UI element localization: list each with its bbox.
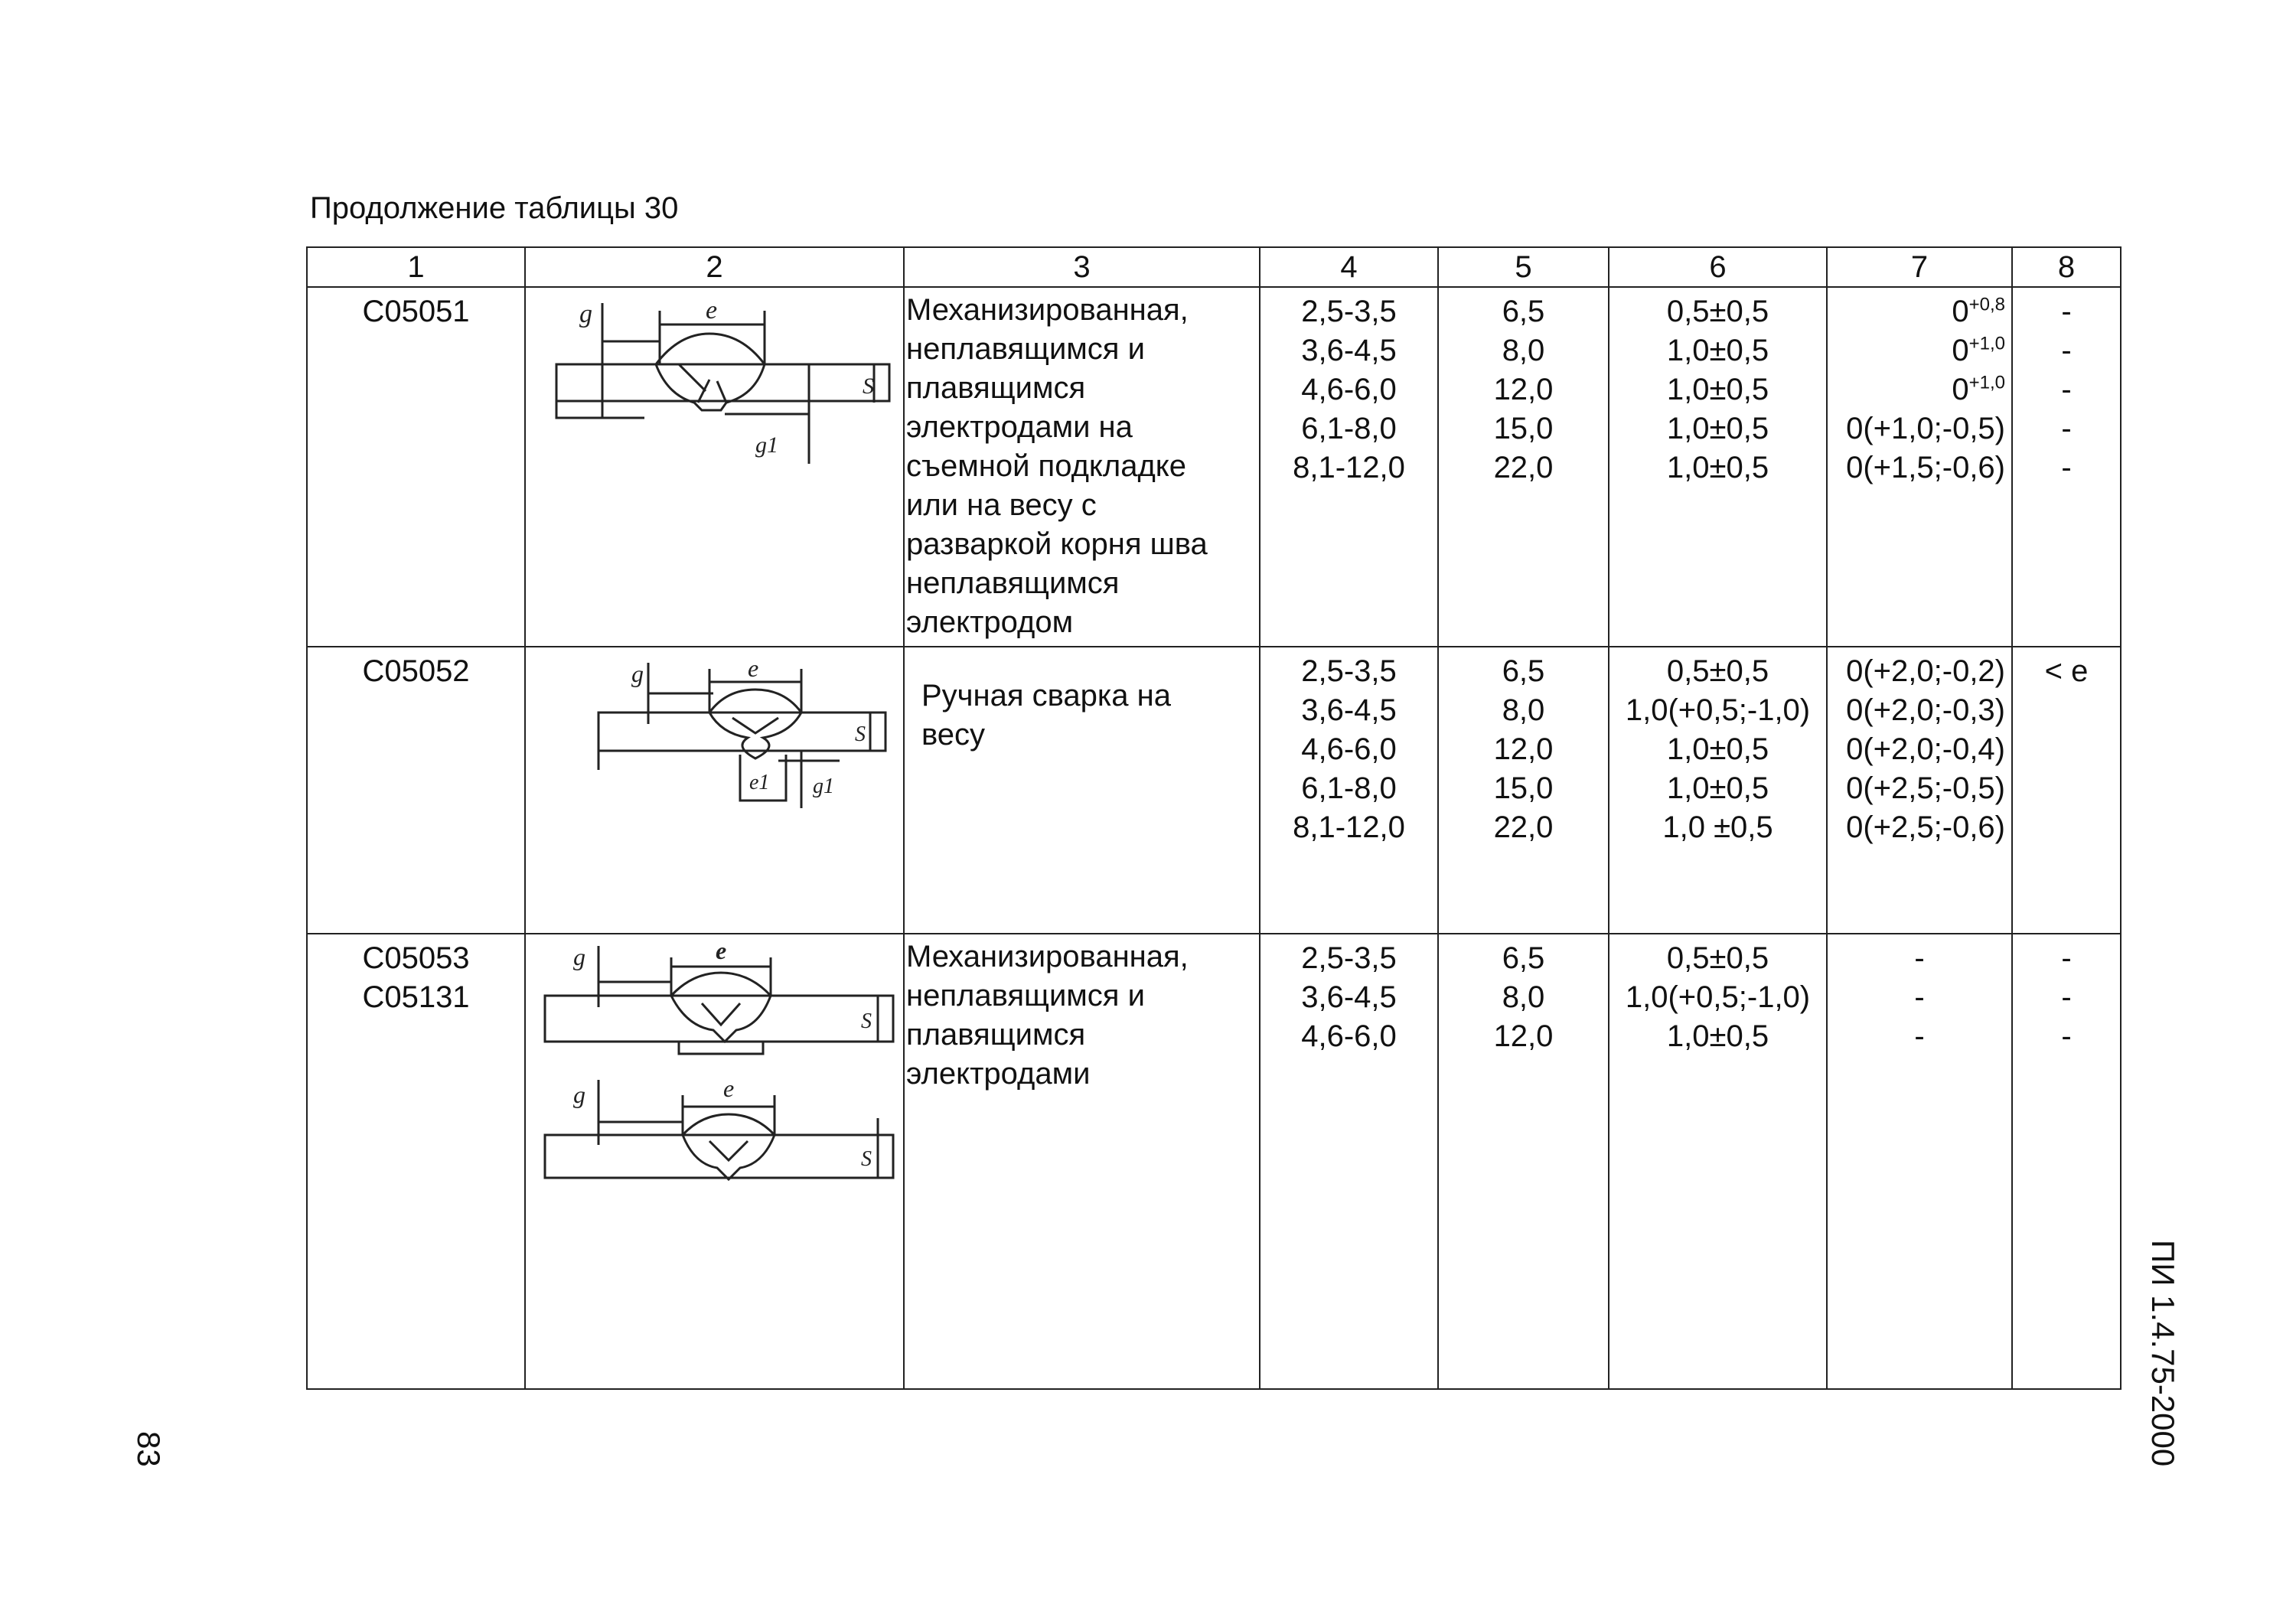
width-cell: 6,5 8,0 12,0 <box>1438 934 1609 1389</box>
joint-code: С05051 <box>307 287 525 647</box>
page-number: 83 <box>131 1431 167 1467</box>
label-g1: g1 <box>755 432 778 458</box>
weld-diagram-c05052 <box>526 647 901 816</box>
width-cell: 6,5 8,0 12,0 15,0 22,0 <box>1438 287 1609 647</box>
table-caption: Продолжение таблицы 30 <box>310 191 679 225</box>
label-g: g <box>631 660 644 687</box>
label-e1: e1 <box>749 771 770 794</box>
desc-line: или на весу с <box>906 488 1097 522</box>
label-e-2: e <box>723 1075 735 1102</box>
col8-cell: < e <box>2012 647 2121 934</box>
desc-line: плавящимся <box>906 1018 1086 1052</box>
label-e: e <box>716 937 727 964</box>
desc-line: съемной подкладке <box>906 449 1186 483</box>
desc-line: Механизированная, <box>906 940 1189 973</box>
desc-line: Ручная сварка на <box>921 679 1171 713</box>
table-row <box>307 647 2121 934</box>
label-s: S <box>863 373 874 399</box>
table-row <box>307 934 2121 1389</box>
col8-cell: - - - - - <box>2012 287 2121 647</box>
desc-line: плавящимся <box>906 371 1086 405</box>
header-cell: 8 <box>2012 247 2121 287</box>
header-cell: 6 <box>1609 247 1827 287</box>
desc-line: электродом <box>906 605 1074 639</box>
label-s: S <box>855 722 866 746</box>
reinforcement-cell: 0,5±0,5 1,0(+0,5;-1,0) 1,0±0,5 1,0±0,5 1,0 ±0,5 <box>1609 647 1827 934</box>
data-table <box>306 246 2122 1390</box>
tolerance-cell: - - - <box>1827 934 2012 1389</box>
table-header-row <box>307 247 2121 287</box>
header-cell: 3 <box>904 247 1260 287</box>
document-code: ПИ 1.4.75-2000 <box>2145 1240 2181 1467</box>
description-cell <box>904 934 1260 1389</box>
header-cell: 2 <box>525 247 904 287</box>
joint-diagram <box>525 647 904 934</box>
joint-diagram <box>525 287 904 647</box>
description-cell <box>904 647 1260 934</box>
weld-diagram-c05053 <box>526 934 901 1210</box>
label-e: e <box>706 296 718 324</box>
joint-code-line: С05131 <box>362 980 470 1014</box>
col8-cell: - - - <box>2012 934 2121 1389</box>
label-g1: g1 <box>813 774 834 798</box>
description-cell <box>904 287 1260 647</box>
desc-line: электродами <box>906 1057 1091 1091</box>
label-s-2: S <box>861 1147 872 1171</box>
desc-line: Механизированная, <box>906 293 1189 327</box>
tolerance-cell: 0(+2,0;-0,2) 0(+2,0;-0,3) 0(+2,0;-0,4) 0(+2,5;-0,5) 0(+2,5;-0,6) <box>1827 647 2012 934</box>
joint-code-line: С05053 <box>362 941 470 975</box>
desc-line: разваркой корня шва <box>906 527 1208 561</box>
description-lines <box>906 291 1259 642</box>
desc-line: неплавящимся <box>906 566 1120 600</box>
joint-code <box>307 934 525 1389</box>
label-g: g <box>573 943 585 970</box>
reinforcement-cell: 0,5±0,5 1,0±0,5 1,0±0,5 1,0±0,5 1,0±0,5 <box>1609 287 1827 647</box>
thickness-cell: 2,5-3,5 3,6-4,5 4,6-6,0 6,1-8,0 8,1-12,0 <box>1260 287 1438 647</box>
desc-line: неплавящимся и <box>906 332 1145 366</box>
header-cell: 7 <box>1827 247 2012 287</box>
header-cell: 4 <box>1260 247 1438 287</box>
label-e: e <box>748 654 759 682</box>
joint-code: С05052 <box>307 647 525 934</box>
desc-line: электродами на <box>906 410 1133 444</box>
desc-line: неплавящимся и <box>906 979 1145 1013</box>
table-row <box>307 287 2121 647</box>
label-g-2: g <box>573 1081 585 1108</box>
header-cell: 5 <box>1438 247 1609 287</box>
label-s: S <box>861 1009 872 1033</box>
width-cell: 6,5 8,0 12,0 15,0 22,0 <box>1438 647 1609 934</box>
thickness-cell: 2,5-3,5 3,6-4,5 4,6-6,0 <box>1260 934 1438 1389</box>
header-cell: 1 <box>307 247 525 287</box>
weld-diagram-c05051 <box>526 288 901 471</box>
desc-line: весу <box>921 718 986 752</box>
thickness-cell: 2,5-3,5 3,6-4,5 4,6-6,0 6,1-8,0 8,1-12,0 <box>1260 647 1438 934</box>
label-g: g <box>579 300 592 328</box>
joint-diagram <box>525 934 904 1389</box>
reinforcement-cell: 0,5±0,5 1,0(+0,5;-1,0) 1,0±0,5 <box>1609 934 1827 1389</box>
tolerance-cell: $0^{+0,8}$ $0^{+1,0}$ $0^{+1,0}$ 0(+1,0;-0,5) 0(+1,5;-0,6) <box>1827 287 2012 647</box>
